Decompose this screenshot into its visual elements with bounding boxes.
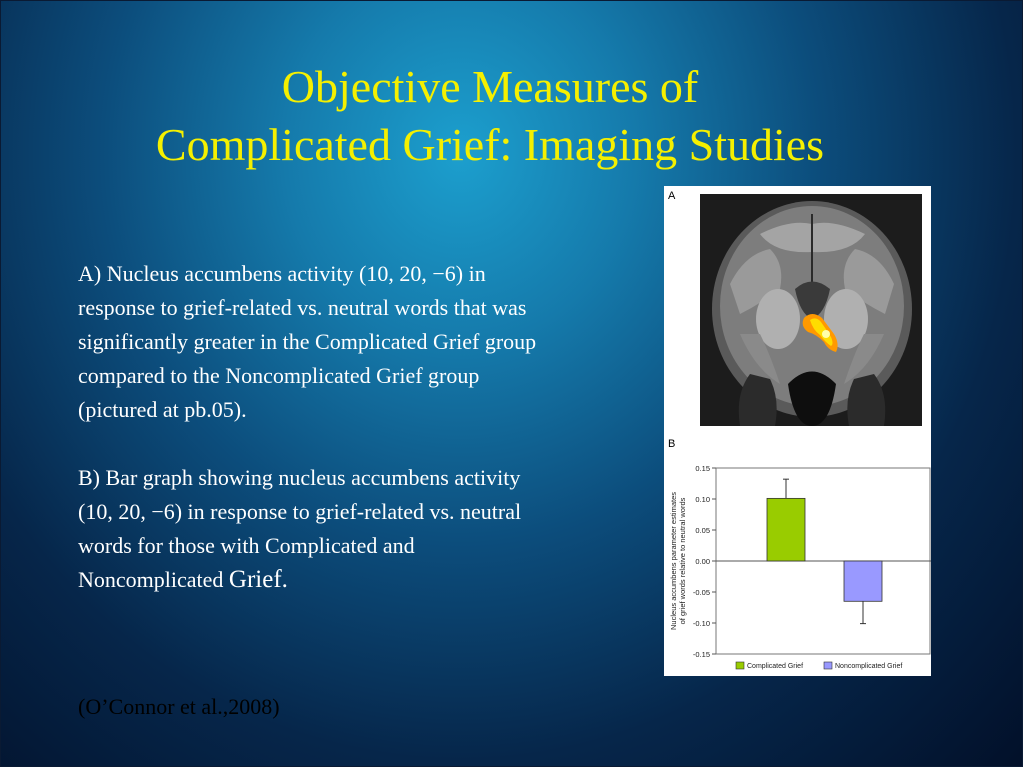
- body-text: [78, 257, 558, 597]
- legend-swatch-2: [824, 662, 832, 669]
- y-tick-label: 0.00: [695, 557, 710, 566]
- y-tick-label: 0.10: [695, 495, 710, 504]
- figure: [664, 186, 931, 676]
- paragraph-b: [78, 461, 558, 597]
- y-axis-label-line-2: of grief words relative to neutral words: [678, 497, 687, 625]
- citation: (O’Connor et al.,2008): [78, 694, 280, 719]
- panel-b-label: B: [668, 438, 676, 450]
- legend-label-2: Noncomplicated Grief: [835, 663, 903, 670]
- slide-title: [40, 58, 940, 174]
- y-tick-label: -0.15: [692, 650, 710, 659]
- title-line-1: Objective Measures of: [281, 61, 699, 112]
- brain-scan-graphic: [700, 194, 922, 426]
- y-tick-label: 0.05: [695, 526, 710, 535]
- paragraph-a: A) Nucleus accumbens activity (10, 20, −6) in response to grief-related vs. neutral words that was significantly greater in the Complicated Grief group compared to the Noncomplicated Grief group (pictured at pb.05).: [78, 261, 537, 422]
- y-tick-label: -0.10: [692, 619, 710, 628]
- y-tick-label: 0.15: [695, 464, 710, 473]
- legend-swatch-1: [736, 662, 744, 669]
- paragraph-b-end: Grief.: [228, 566, 288, 593]
- brain-mri-image: [700, 194, 922, 426]
- paragraph-b-main: B) Bar graph showing nucleus accumbens activity (10, 20, −6) in response to grief-related vs. neutral words for those with Complicated and Noncomplicated: [78, 465, 522, 592]
- bar-2: [844, 561, 882, 601]
- y-axis-label-line-1: Nucleus accumbens parameter estimates: [669, 492, 678, 630]
- title-line-2: Complicated Grief: Imaging Studies: [155, 119, 825, 170]
- y-tick-label: -0.05: [692, 588, 710, 597]
- bar-chart: [664, 448, 931, 676]
- bar-1: [767, 498, 805, 561]
- legend-label-1: Complicated Grief: [747, 663, 804, 670]
- panel-a-label: A: [668, 190, 676, 202]
